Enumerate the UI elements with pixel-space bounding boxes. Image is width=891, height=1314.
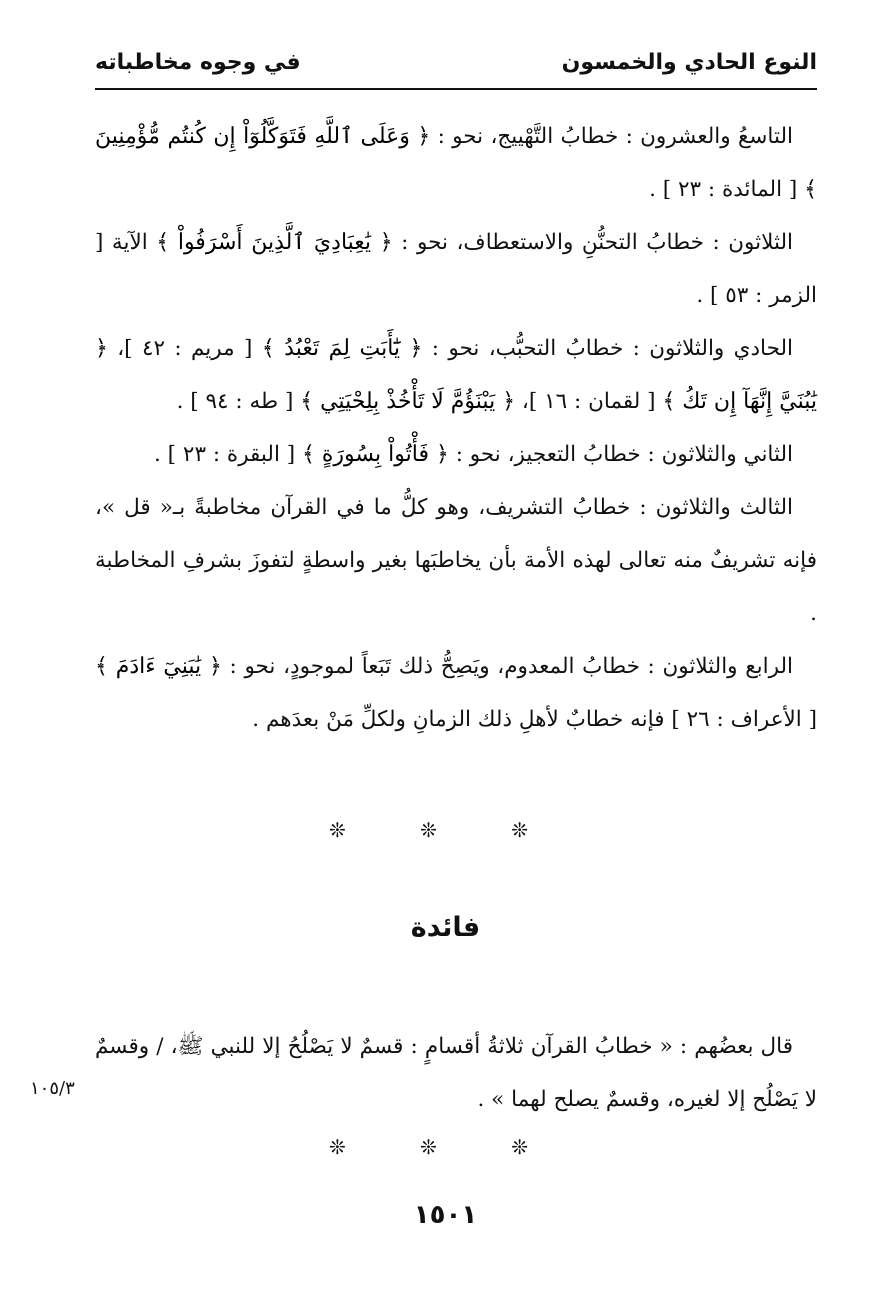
quran-verse: ﴿ يَٰبَنِيٓ ءَادَمَ ﴾: [95, 654, 222, 679]
verse-reference: [ لقمان : ١٦ ]،: [515, 389, 663, 414]
verse-reference: [ طه : ٩٤ ] .: [176, 389, 301, 414]
paragraph-29: [95, 110, 817, 216]
verse-reference: [ البقرة : ٢٣ ] .: [154, 442, 302, 467]
paragraph-lead: الرابع والثلاثون : خطابُ المعدوم، ويَصِحُّ ذلك تَبَعاً لموجودٍ، نحو :: [221, 654, 794, 679]
margin-reference: ١٠٥/٣: [30, 1078, 75, 1099]
paragraph-lead: الثاني والثلاثون : خطابُ التعجيز، نحو :: [448, 442, 793, 467]
paragraph-lead: التاسعُ والعشرون : خطابُ التَّهْييج، نحو :: [430, 124, 793, 149]
paragraph-33: الثالث والثلاثون : خطابُ التشريف، وهو كلُّ ما في القرآن مخاطبةً بـ« قل »، فإنه تشريفٌ منه تعالى لهذه الأمة بأن يخاطبَها بغير واسطةٍ لتفوزَ بشرفِ المخاطبة .: [95, 495, 817, 626]
verse-reference: [ الأعراف : ٢٦ ] فإنه خطابٌ لأهلِ ذلك الزمانِ ولكلِّ مَنْ بعدَهم .: [252, 707, 817, 732]
quran-verse: ﴿ يَٰبُنَيَّ إِنَّهَآ إِن تَكُ ﴾: [95, 336, 817, 414]
paragraph-lead: الثلاثون : خطابُ التحنُّنِ والاستعطاف، نحو :: [392, 230, 793, 255]
faida-paragraph: قال بعضُهم : « خطابُ القرآن ثلاثةُ أقسامٍ : قسمٌ لا يَصْلُحُ إلا للنبي ﷺ، / وقسمٌ لا يَصْلُح إلا لغيره، وقسمٌ يصلح لهما » .: [95, 1034, 817, 1112]
chapter-title: النوع الحادي والخمسون: [561, 50, 817, 75]
quran-verse: ﴿ وَعَلَى ٱللَّهِ فَتَوَكَّلُوٓاْ إِن كُنتُم مُّؤْمِنِينَ ﴾: [95, 124, 817, 202]
quran-verse: ﴿ يَٰعِبَادِيَ ٱلَّذِينَ أَسْرَفُواْ ﴾: [156, 230, 393, 255]
running-header: [95, 44, 817, 90]
verse-reference: [ مريم : ٤٢ ]،: [107, 336, 262, 361]
section-title: في وجوه مخاطباته: [95, 50, 301, 75]
section-separator: ❊ ❊ ❊: [329, 818, 562, 842]
quran-verse: ﴿ فَأْتُواْ بِسُورَةٍ ﴾: [302, 442, 449, 467]
paragraph-34: [95, 640, 817, 746]
verse-reference: [ المائدة : ٢٣ ] .: [649, 177, 805, 202]
paragraph-30: [95, 216, 817, 322]
quran-verse: ﴿ يَبْنَؤُمَّ لَا تَأْخُذْ بِلِحْيَتِي ﴾: [300, 389, 516, 414]
end-separator: ❊ ❊ ❊: [329, 1135, 562, 1159]
faida-heading: فائدة: [410, 912, 481, 943]
paragraph-32: [95, 428, 817, 481]
verse-reference: الآية [ الزمر : ٥٣ ] .: [95, 230, 817, 308]
page-number: ١٥٠١: [413, 1200, 478, 1230]
paragraph-lead: الحادي والثلاثون : خطابُ التحبُّب، نحو :: [422, 336, 794, 361]
main-text: [95, 110, 817, 746]
quran-verse: ﴿ يَٰٓأَبَتِ لِمَ تَعْبُدُ ﴾: [261, 336, 423, 361]
faida-text: [95, 1020, 817, 1126]
paragraph-31: [95, 322, 817, 428]
